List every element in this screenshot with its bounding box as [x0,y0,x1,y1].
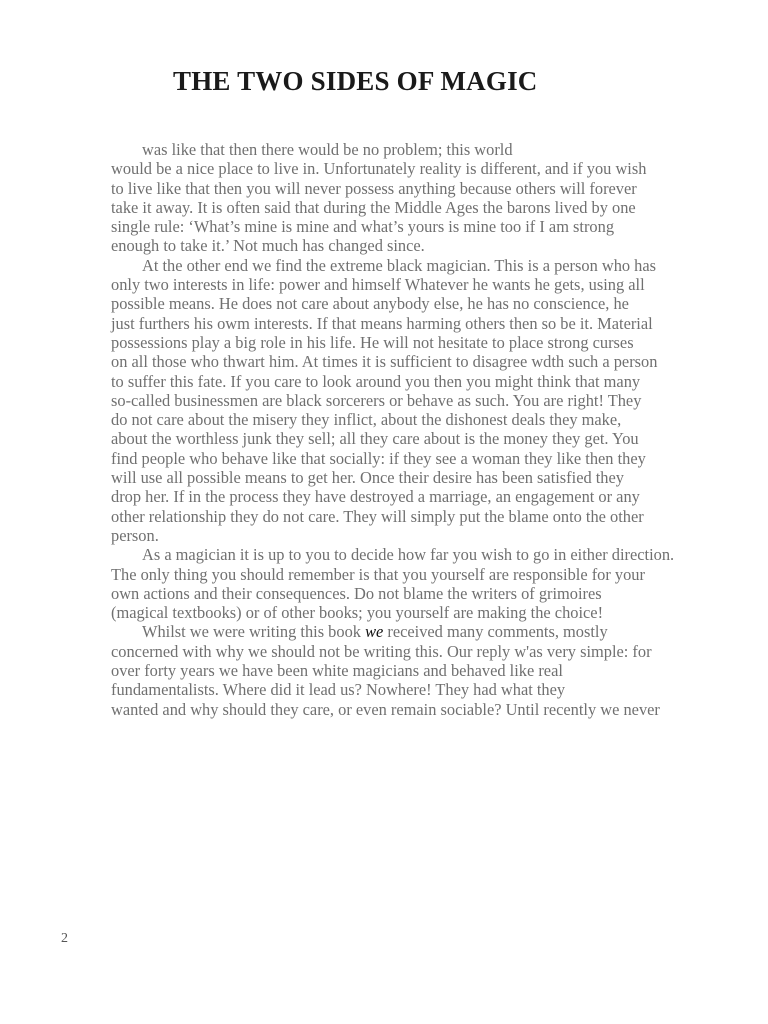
text-line: was like that then there would be no problem; this world [142,140,513,159]
text-line: over forty years we have been white magicians and behaved like real [111,661,563,681]
text-line: just furthers his owm interests. If that means harming others then so be it. Material [111,313,653,333]
text-line: so-called businessmen are black sorcerers or behave as such. You are right! They [111,390,642,410]
text-line: on all those who thwart him. At times it is sufficient to disagree wdth such a person [111,352,658,372]
text-line: possible means. He does not care about anybody else, he has no conscience, he [111,294,629,314]
text-line: fundamentalists. Where did it lead us? Nowhere! They had what they [111,680,566,700]
text-line: person. [111,525,159,545]
text-line: enough to take it.’ Not much has changed since. [111,236,425,256]
text-line: take it away. It is often said that during the Middle Ages the barons lived by one [111,197,636,217]
text-line: other relationship they do not care. They will simply put the blame onto the other [111,506,644,526]
page-number: 2 [61,931,68,946]
text-fragment: received many comments, mostly [383,622,608,642]
text-line: only two interests in life: power and himself Whatever he wants he gets, using all [111,275,645,295]
text-line: The only thing you should remember is that you yourself are responsible for your [111,564,645,584]
text-line: wanted and why should they care, or even remain sociable? Until recently we never [111,699,660,719]
page-title: THE TWO SIDES OF MAGIC [173,66,538,96]
text-line: possessions play a big role in his life. He will not hesitate to place strong curses [111,332,634,352]
text-line: about the worthless junk they sell; all they care about is the money they get. You [111,429,639,449]
text-line: do not care about the misery they inflict, about the dishonest deals they make, [111,410,622,430]
emphasis-word: we [365,622,384,642]
text-line: would be a nice place to live in. Unfortunately reality is different, and if you wish [111,159,647,179]
text-line: (magical textbooks) or of other books; you yourself are making the choice! [111,603,604,623]
body-text [111,140,768,719]
text-line: to live like that then you will never possess anything because others will forever [111,178,637,198]
text-line: At the other end we find the extreme black magician. This is a person who has [142,255,657,275]
text-line: As a magician it is up to you to decide how far you wish to go in either direction. [142,545,675,565]
text-line [111,622,768,641]
text-line: find people who behave like that socially: if they see a woman they like then they [111,448,646,468]
text-line: drop her. If in the process they have destroyed a marriage, an engagement or any [111,487,640,507]
text-line: own actions and their consequences. Do not blame the writers of grimoires [111,583,602,603]
text-line: to suffer this fate. If you care to look around you then you might think that many [111,371,641,391]
text-fragment: Whilst we were writing this book [142,622,366,642]
text-line: will use all possible means to get her. Once their desire has been satisfied they [111,468,624,488]
text-line: concerned with why we should not be writing this. Our reply w'as very simple: for [111,641,652,661]
text-line: single rule: ‘What’s mine is mine and what’s yours is mine too if I am strong [111,217,615,237]
